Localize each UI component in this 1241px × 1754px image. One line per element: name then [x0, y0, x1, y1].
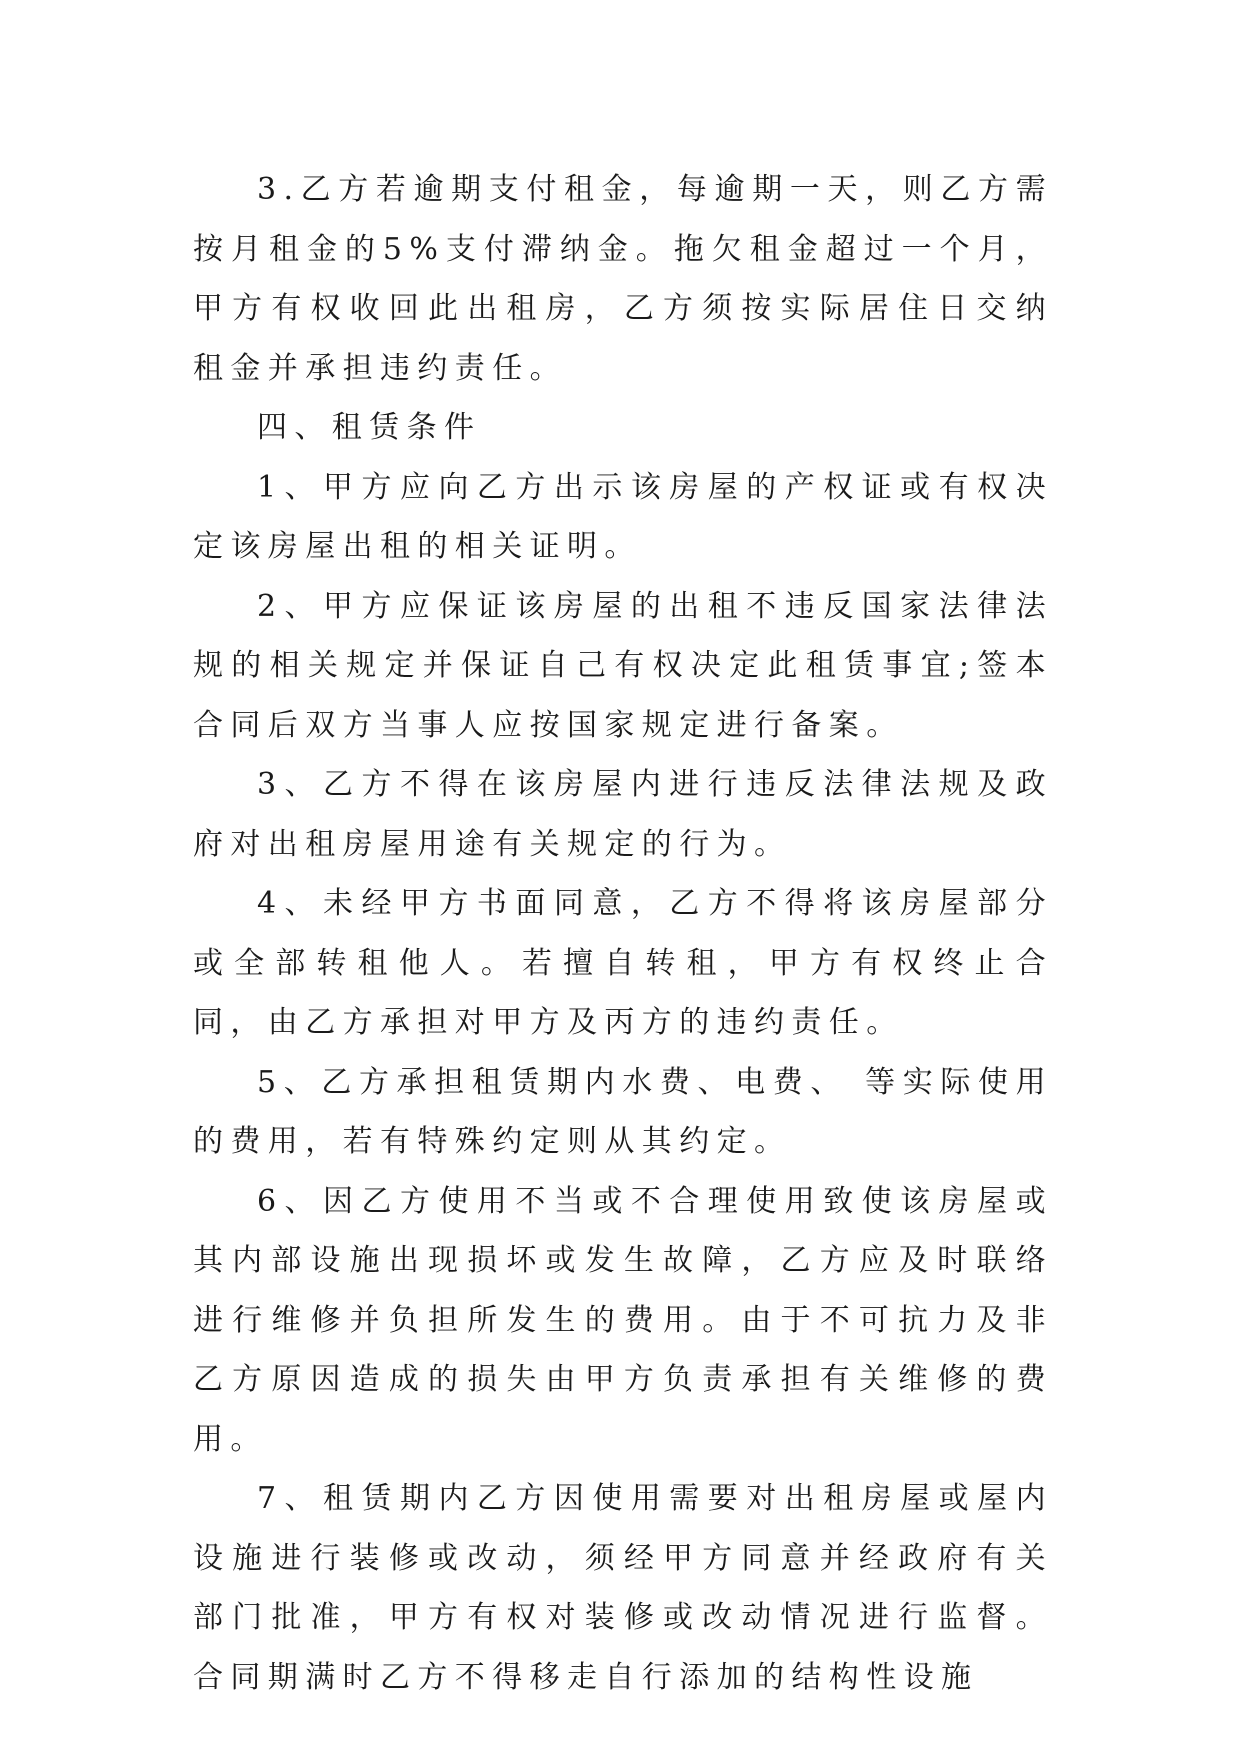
- paragraph-late-payment: 3.乙方若逾期支付租金，每逾期一天，则乙方需按月租金的5%支付滞纳金。拖欠租金超过一个月，甲方有权收回此出租房，乙方须按实际居住日交纳租金并承担违约责任。: [193, 172, 1053, 386]
- paragraph-condition-3: 3、乙方不得在该房屋内进行违反法律法规及政府对出租房屋用途有关规定的行为。: [193, 767, 1053, 862]
- paragraph-condition-4: 4、未经甲方书面同意，乙方不得将该房屋部分或全部转租他人。若擅自转租，甲方有权终止合同，由乙方承担对甲方及丙方的违约责任。: [193, 886, 1053, 1040]
- paragraph-condition-2: 2、甲方应保证该房屋的出租不违反国家法律法规的相关规定并保证自己有权决定此租赁事宜;签本合同后双方当事人应按国家规定进行备案。: [193, 588, 1053, 743]
- section-heading-lease-conditions: 四、租赁条件: [257, 410, 482, 445]
- paragraph-condition-1: 1、甲方应向乙方出示该房屋的产权证或有权决定该房屋出租的相关证明。: [193, 469, 1053, 564]
- paragraph-condition-5: 5、乙方承担租赁期内水费、电费、 等实际使用的费用，若有特殊约定则从其约定。: [193, 1064, 1053, 1159]
- paragraph-condition-7: 7、租赁期内乙方因使用需要对出租房屋或屋内设施进行装修或改动，须经甲方同意并经政府有关部门批准，甲方有权对装修或改动情况进行监督。合同期满时乙方不得移走自行添加的结构性设施: [193, 1481, 1053, 1695]
- paragraph-condition-6: 6、因乙方使用不当或不合理使用致使该房屋或其内部设施出现损坏或发生故障，乙方应及时联络进行维修并负担所发生的费用。由于不可抗力及非乙方原因造成的损失由甲方负责承担有关维修的费用。: [193, 1183, 1053, 1457]
- contract-body: [193, 160, 1053, 1707]
